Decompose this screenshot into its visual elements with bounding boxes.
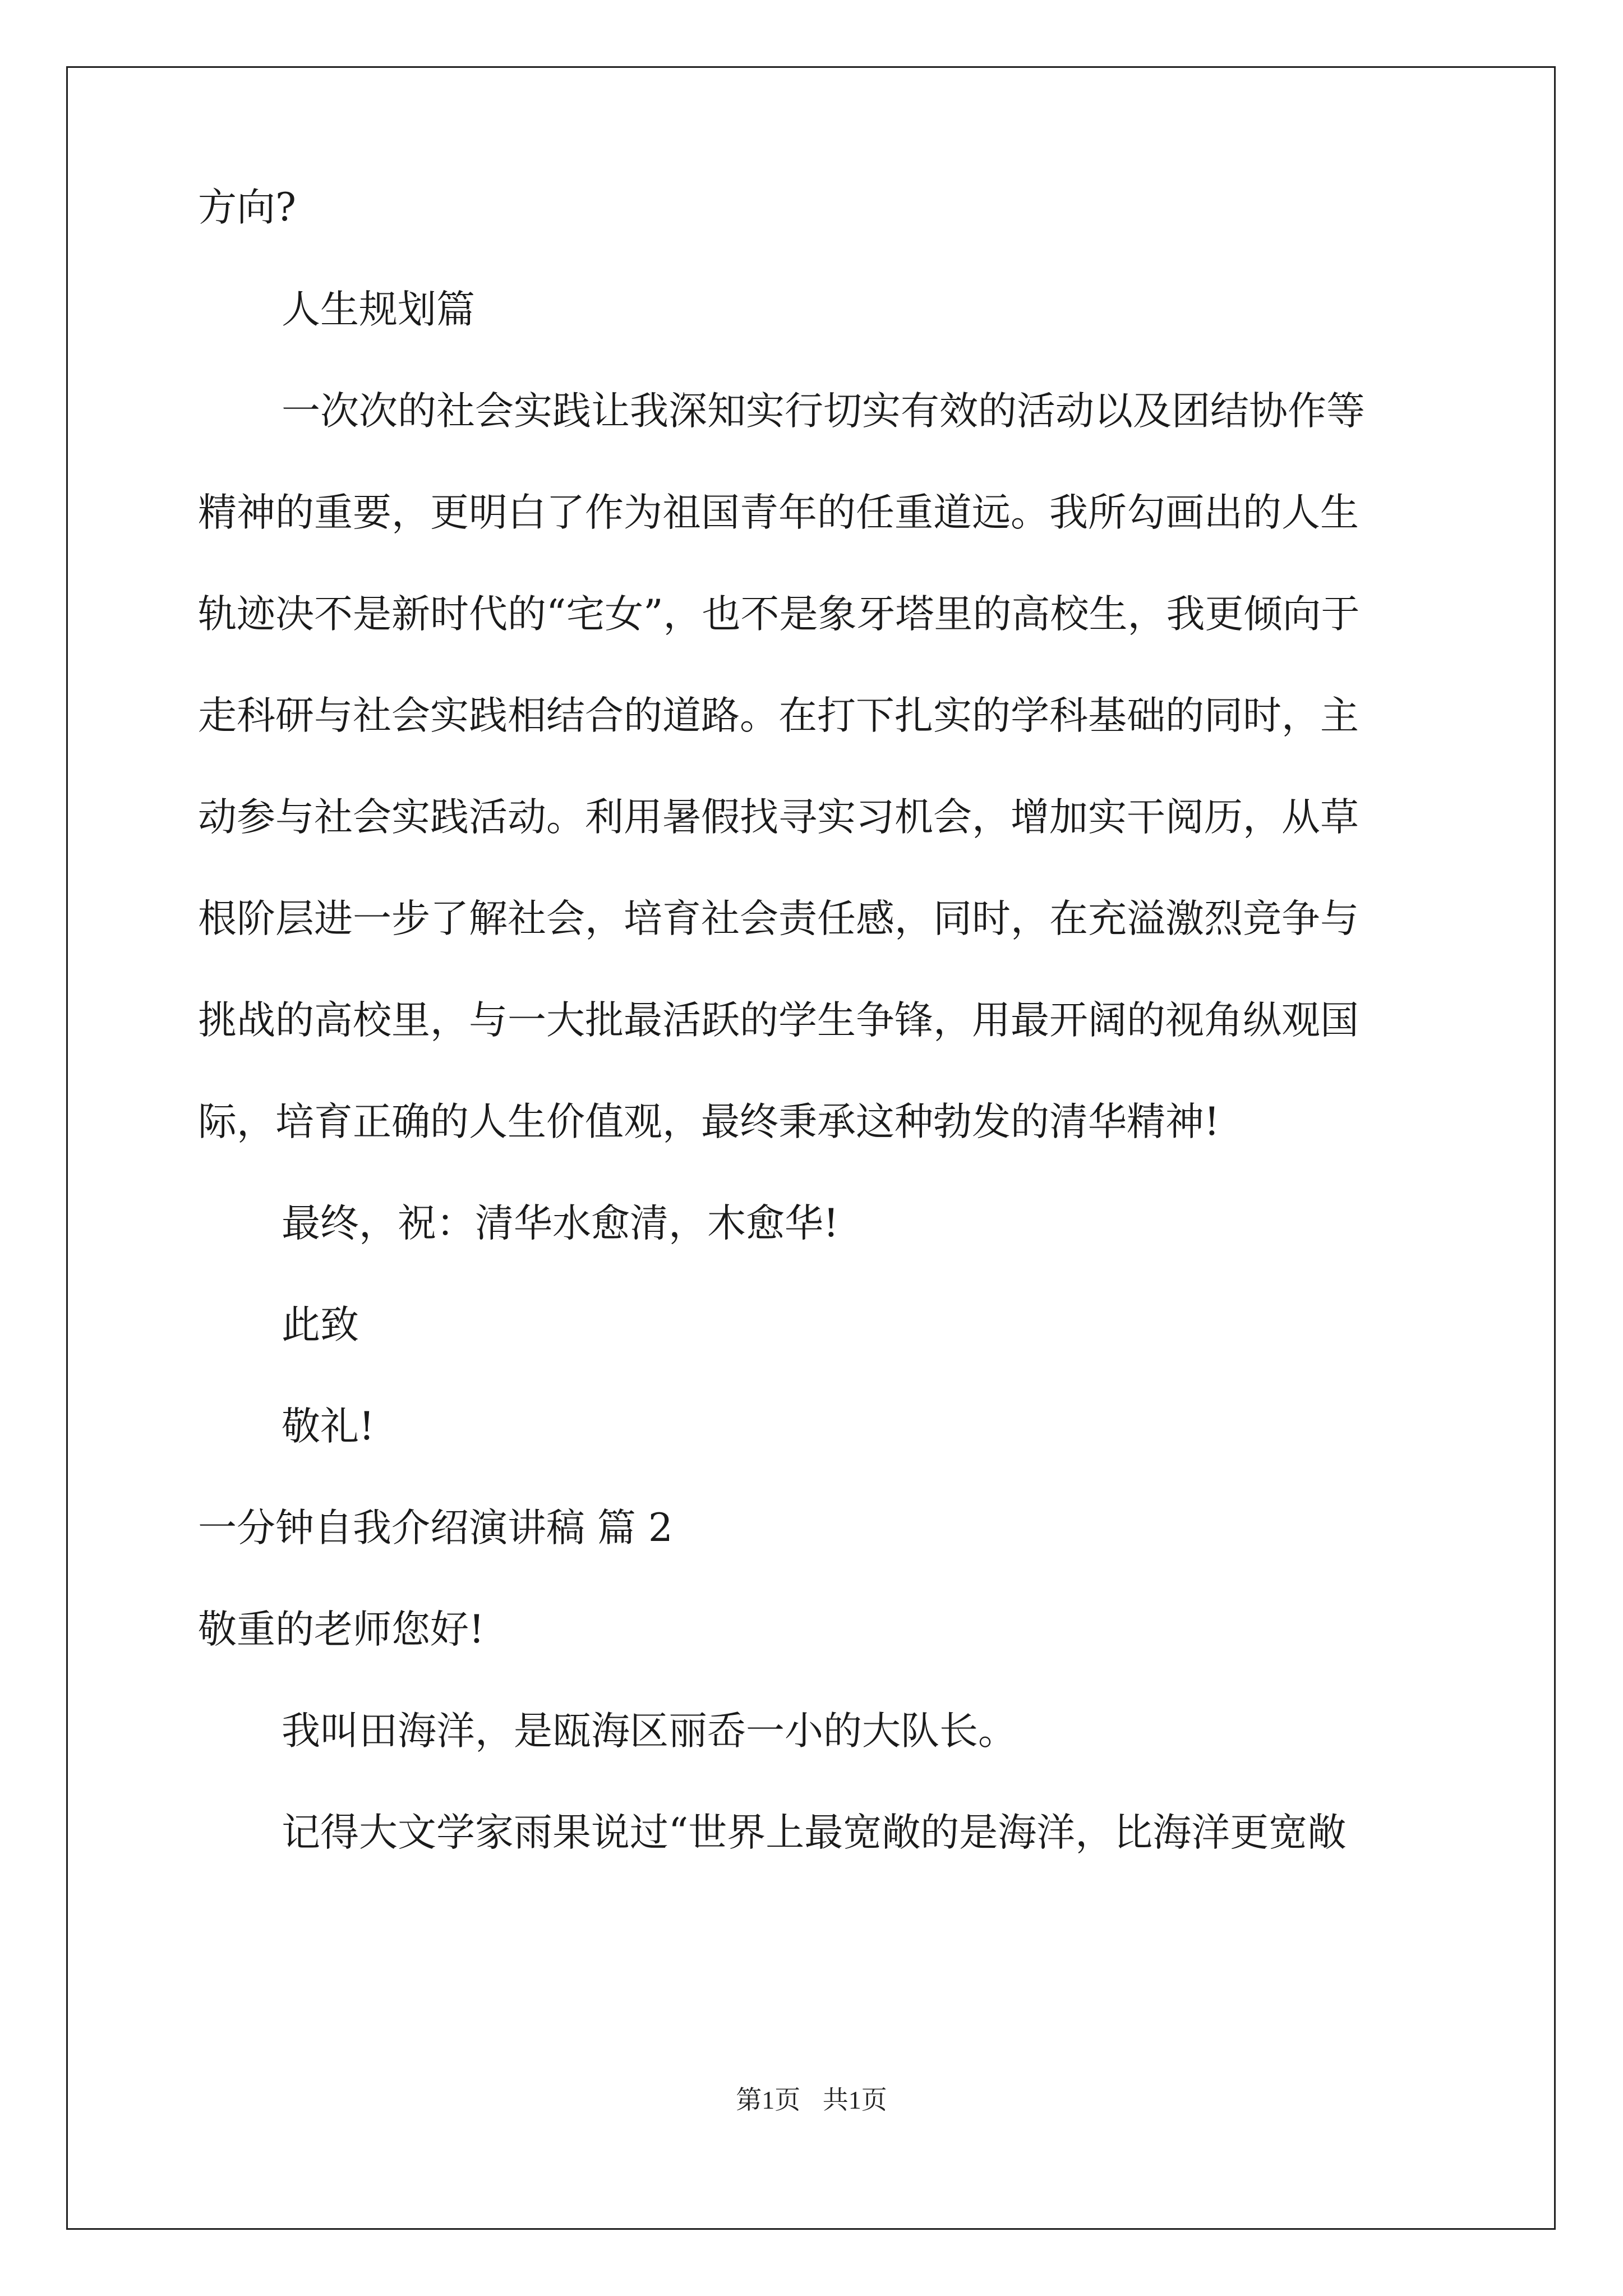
text-line: 我叫田海洋，是瓯海区丽岙一小的大队长。 (282, 1709, 1017, 1754)
text-line: 际，培育正确的人生价值观，最终秉承这种勃发的清华精神! (198, 1099, 1220, 1144)
text-line: 此致 (282, 1303, 359, 1347)
text-line: 动参与社会实践活动。利用暑假找寻实习机会，增加实干阅历，从草 (198, 795, 1359, 840)
text-line: 挑战的高校里，与一大批最活跃的学生争锋，用最开阔的视角纵观国 (198, 998, 1359, 1043)
page-number: 第1页 (736, 2086, 801, 2114)
text-line: 方向? (198, 185, 296, 230)
text-line: 走科研与社会实践相结合的道路。在打下扎实的学科基础的同时，主 (198, 693, 1359, 738)
text-line: 根阶层进一步了解社会，培育社会责任感，同时，在充溢激烈竞争与 (198, 896, 1359, 941)
page-footer (0, 2079, 1623, 2116)
salutation: 敬重的老师您好! (198, 1607, 485, 1652)
text-line: 轨迹决不是新时代的“宅女”，也不是象牙塔里的高校生，我更倾向于 (198, 592, 1360, 637)
section-heading: 人生规划篇 (282, 287, 475, 332)
page-total: 共1页 (822, 2086, 887, 2114)
text-line: 记得大文学家雨果说过“世界上最宽敞的是海洋，比海洋更宽敞 (282, 1810, 1347, 1855)
text-line: 最终，祝：清华水愈清，木愈华! (282, 1201, 839, 1246)
text-line: 一次次的社会实践让我深知实行切实有效的活动以及团结协作等 (282, 389, 1365, 434)
text-line: 敬礼! (282, 1404, 375, 1449)
section-heading: 一分钟自我介绍演讲稿 篇 2 (198, 1506, 673, 1550)
text-line: 精神的重要，更明白了作为祖国青年的任重道远。我所勾画出的人生 (198, 490, 1359, 535)
